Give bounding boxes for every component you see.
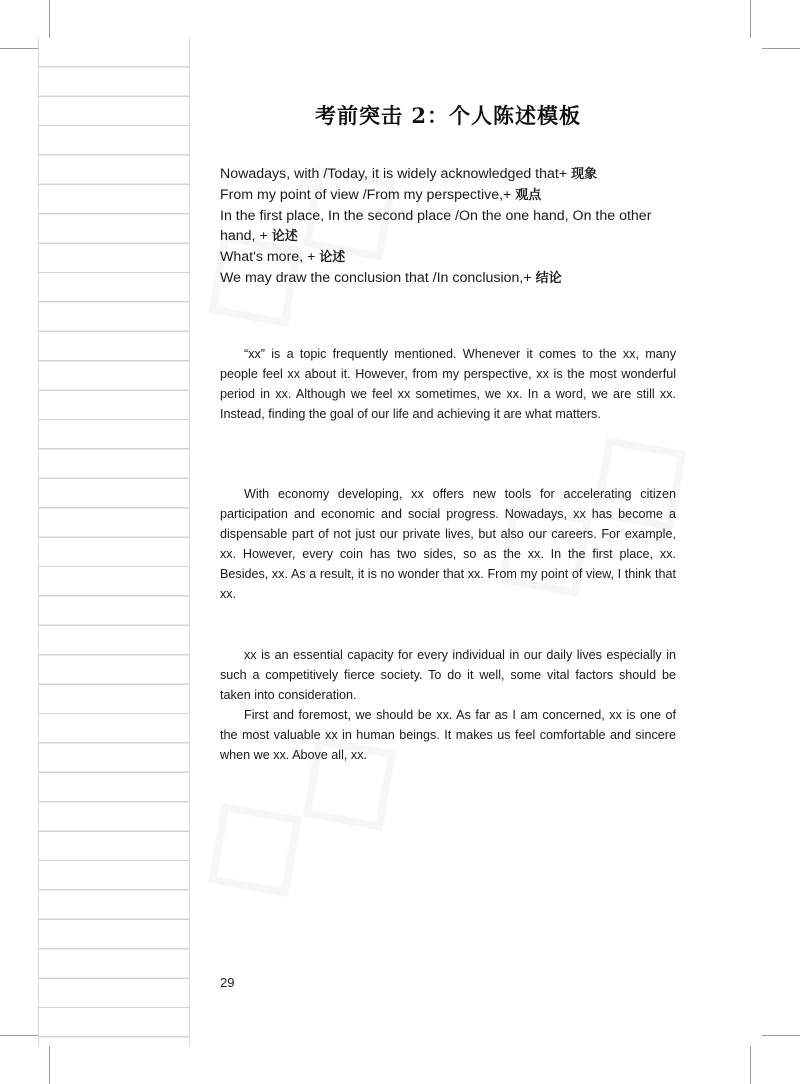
phrase-line — [220, 185, 676, 206]
phrase-tag: 现象 — [571, 167, 598, 182]
crop-mark — [762, 1035, 800, 1036]
phrase-tag: 结论 — [535, 271, 562, 286]
phrase-line — [220, 247, 676, 268]
crop-mark — [49, 0, 50, 38]
paragraph-text: With economy developing, xx offers new tools for accelerating citizen participation and economic and social progress. Nowadays, xx has become a dispensable part of not just our private lives, but also our careers. For example, xx. However, every coin has two sides, so as the xx. In the first place, xx. Besides, xx. As a result, it is no wonder that xx. From my point of view, I think that xx. — [220, 487, 676, 601]
phrase-text: What's more, + — [220, 249, 320, 265]
phrase-text: In the first place, In the second place /On the one hand, On the other hand, + — [220, 208, 652, 244]
ruled-margin-strip — [38, 38, 190, 1046]
paragraph-text: “xx” is a topic frequently mentioned. Whenever it comes to the xx, many people feel xx about it. However, from my perspective, xx is the most wonderful period in xx. Although we feel xx sometimes, we xx. In a word, we are still xx. Instead, finding the goal of our life and achieving it are what matters. — [220, 347, 676, 421]
phrase-tag: 论述 — [319, 250, 346, 265]
phrase-text: Nowadays, with /Today, it is widely acknowledged that+ — [220, 166, 572, 182]
phrase-tag: 观点 — [515, 188, 542, 203]
phrase-text: We may draw the conclusion that /In conclusion,+ — [220, 270, 536, 286]
phrase-text: From my point of view /From my perspective,+ — [220, 187, 516, 203]
template-paragraph-1 — [220, 344, 676, 424]
template-paragraph-2 — [220, 484, 676, 604]
crop-mark — [0, 48, 38, 49]
page-title: 考前突击 2：个人陈述模板 — [315, 103, 581, 128]
crop-mark — [762, 48, 800, 49]
paragraph-text: xx is an essential capacity for every individual in our daily lives especially in such a competitively fierce society. To do it well, some vital factors should be taken into consideration. — [220, 648, 676, 702]
phrase-template-list — [220, 164, 676, 289]
crop-mark — [0, 1035, 38, 1036]
phrase-line — [220, 164, 676, 185]
page-number: 29 — [220, 975, 235, 990]
crop-mark — [49, 1046, 50, 1084]
template-paragraph-3 — [220, 645, 676, 765]
crop-mark — [750, 1046, 751, 1084]
phrase-line — [220, 268, 676, 289]
paragraph-text: First and foremost, we should be xx. As far as I am concerned, xx is one of the most valuable xx in human beings. It makes us feel comfortable and sincere when we xx. Above all, xx. — [220, 708, 676, 762]
crop-mark — [750, 0, 751, 38]
phrase-tag: 论述 — [271, 229, 298, 244]
phrase-line — [220, 206, 676, 247]
